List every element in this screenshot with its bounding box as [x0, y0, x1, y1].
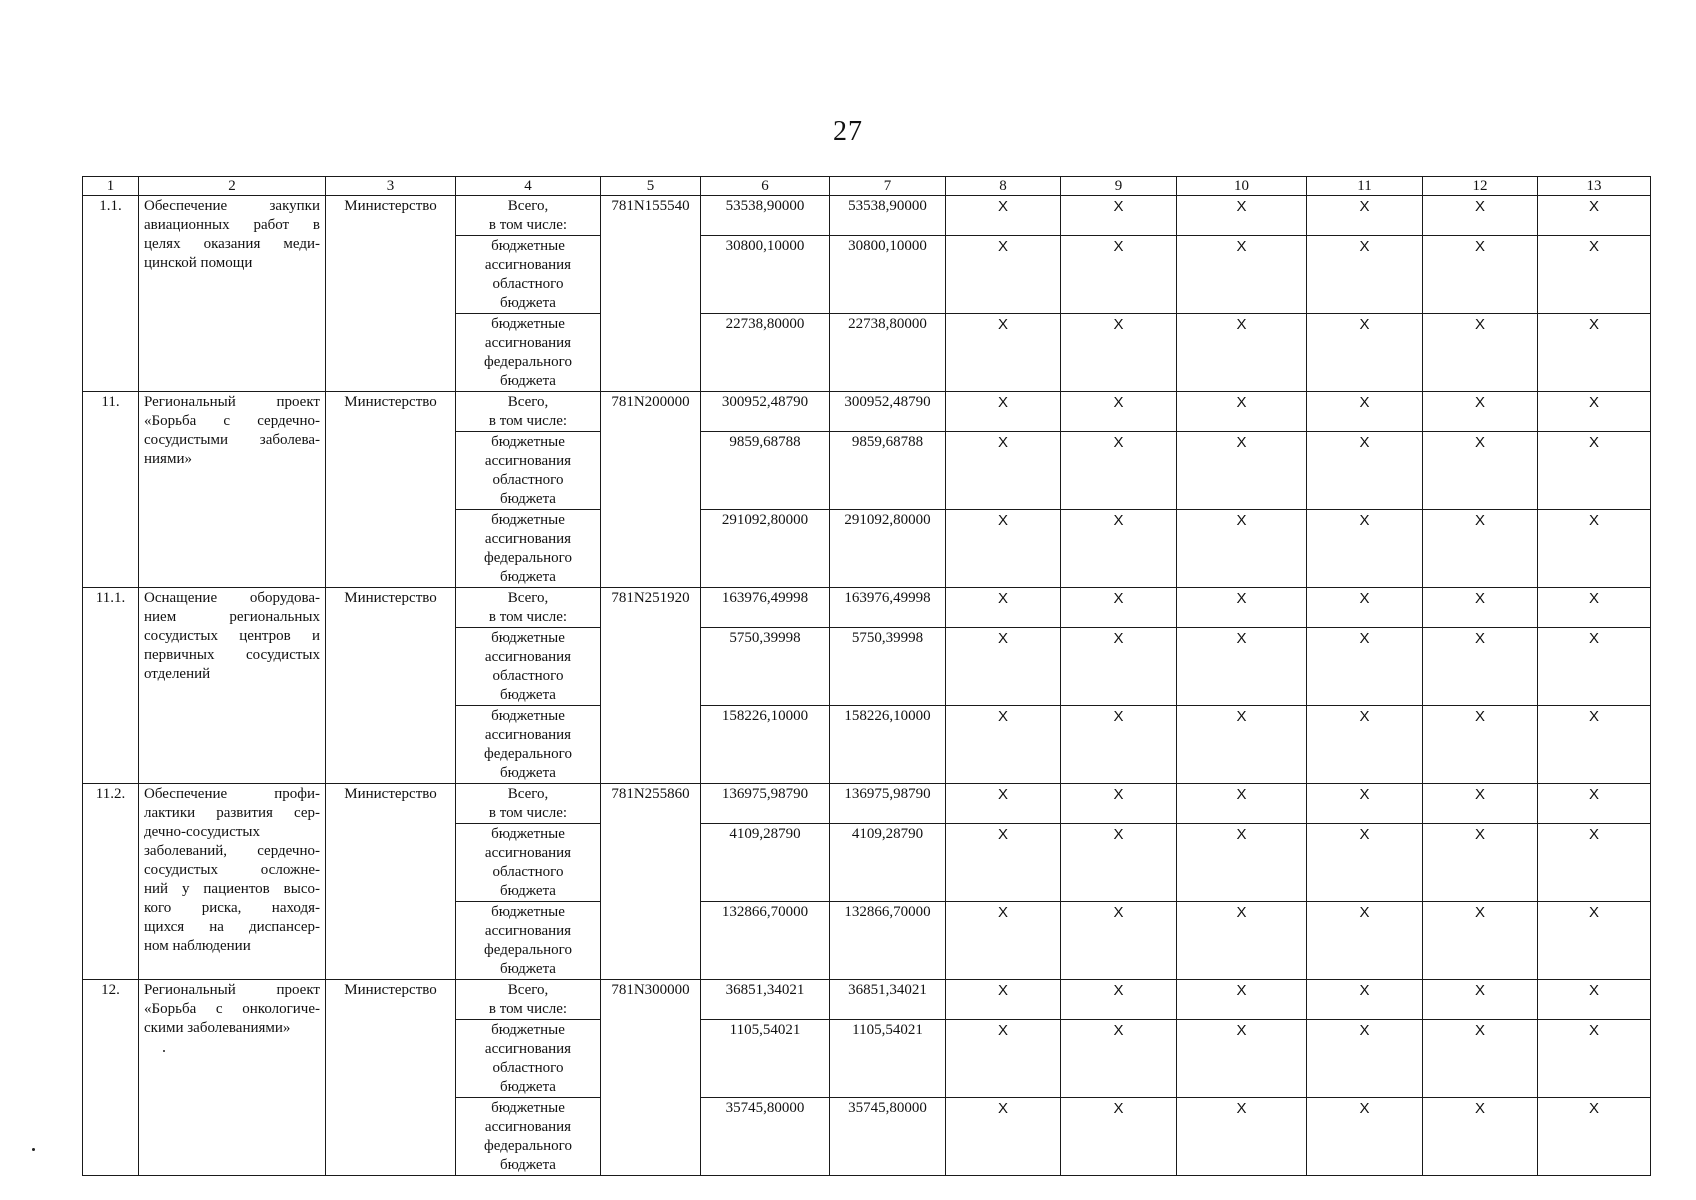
funding-source-line: бюджета [500, 295, 556, 311]
funding-source-line: бюджетные [491, 630, 565, 646]
funding-source-line: бюджетные [491, 1100, 565, 1116]
amount-col7-cell: 5750,39998 [830, 628, 946, 706]
responsible-cell: Министерство [326, 392, 456, 588]
funding-source-line: бюджетные [491, 708, 565, 724]
funding-source-line: федерального [484, 1138, 572, 1154]
x-mark-cell: X [1061, 432, 1177, 510]
x-mark-cell: X [1177, 588, 1307, 628]
x-mark-cell: X [1061, 628, 1177, 706]
column-number-row [83, 177, 1651, 196]
funding-source-cell [456, 824, 601, 902]
item-name-cell [139, 784, 326, 980]
item-name-line: сосудистых осложне- [144, 862, 320, 878]
item-name-cell [139, 196, 326, 392]
item-name-cell [139, 588, 326, 784]
funding-source-line: федерального [484, 354, 572, 370]
funding-source-line: бюджета [500, 491, 556, 507]
x-mark-cell: X [1307, 392, 1423, 432]
x-mark-cell: X [946, 196, 1061, 236]
amount-col7-cell: 30800,10000 [830, 236, 946, 314]
x-mark-cell: X [1538, 392, 1651, 432]
column-header: 1 [83, 177, 139, 196]
item-name-line: щихся на диспансер- [144, 919, 320, 935]
table-row [83, 196, 1651, 236]
amount-col7-cell: 158226,10000 [830, 706, 946, 784]
x-mark-cell: X [1307, 432, 1423, 510]
item-name-line: первичных сосудистых [144, 647, 320, 663]
x-mark-cell: X [1423, 510, 1538, 588]
funding-source-line: областного [492, 1060, 564, 1076]
x-mark-cell: X [1177, 196, 1307, 236]
funding-source-cell [456, 706, 601, 784]
funding-source-cell [456, 902, 601, 980]
x-mark-cell: X [1538, 1020, 1651, 1098]
column-header: 8 [946, 177, 1061, 196]
x-mark-cell: X [1423, 784, 1538, 824]
funding-source-line: бюджетные [491, 512, 565, 528]
amount-col6-cell: 22738,80000 [701, 314, 830, 392]
amount-col6-cell: 1105,54021 [701, 1020, 830, 1098]
item-name-line: Обеспечение профи- [144, 786, 320, 802]
column-header: 3 [326, 177, 456, 196]
x-mark-cell: X [946, 314, 1061, 392]
funding-source-line: Всего, [507, 590, 549, 606]
item-name-cell [139, 980, 326, 1176]
budget-code-cell: 781N155540 [601, 196, 701, 392]
x-mark-cell: X [1307, 510, 1423, 588]
item-number-cell: 11.2. [83, 784, 139, 980]
item-number-cell: 11. [83, 392, 139, 588]
x-mark-cell: X [1177, 314, 1307, 392]
funding-source-line: ассигнования [484, 335, 572, 351]
item-name-line: отделений [144, 666, 211, 682]
column-header: 9 [1061, 177, 1177, 196]
column-header: 2 [139, 177, 326, 196]
item-number-cell: 12. [83, 980, 139, 1176]
amount-col7-cell: 291092,80000 [830, 510, 946, 588]
x-mark-cell: X [1307, 706, 1423, 784]
funding-source-cell [456, 196, 601, 236]
x-mark-cell: X [1177, 1020, 1307, 1098]
amount-col6-cell: 30800,10000 [701, 236, 830, 314]
x-mark-cell: X [1061, 980, 1177, 1020]
x-mark-cell: X [1538, 510, 1651, 588]
column-header: 11 [1307, 177, 1423, 196]
funding-source-line: ассигнования [484, 845, 572, 861]
amount-col6-cell: 291092,80000 [701, 510, 830, 588]
x-mark-cell: X [1538, 588, 1651, 628]
x-mark-cell: X [1061, 196, 1177, 236]
funding-source-line: бюджета [500, 1157, 556, 1173]
item-number-cell: 1.1. [83, 196, 139, 392]
column-header: 12 [1423, 177, 1538, 196]
table-row [83, 588, 1651, 628]
funding-source-line: бюджетные [491, 238, 565, 254]
amount-col7-cell: 53538,90000 [830, 196, 946, 236]
funding-source-line: ассигнования [484, 649, 572, 665]
budget-code-cell: 781N300000 [601, 980, 701, 1176]
amount-col6-cell: 9859,68788 [701, 432, 830, 510]
column-header: 6 [701, 177, 830, 196]
x-mark-cell: X [1177, 392, 1307, 432]
item-name-line: цинской помощи [144, 255, 253, 271]
x-mark-cell: X [946, 824, 1061, 902]
x-mark-cell: X [946, 432, 1061, 510]
item-name-line: Региональный проект [144, 394, 320, 410]
table-row [83, 784, 1651, 824]
funding-source-line: областного [492, 276, 564, 292]
amount-col7-cell: 1105,54021 [830, 1020, 946, 1098]
x-mark-cell: X [1307, 824, 1423, 902]
x-mark-cell: X [1538, 784, 1651, 824]
x-mark-cell: X [1538, 628, 1651, 706]
x-mark-cell: X [1177, 980, 1307, 1020]
item-name-line: кого риска, находя- [144, 900, 320, 916]
x-mark-cell: X [1177, 902, 1307, 980]
funding-source-cell [456, 588, 601, 628]
budget-code-cell: 781N200000 [601, 392, 701, 588]
item-name-cell [139, 392, 326, 588]
x-mark-cell: X [1307, 1020, 1423, 1098]
budget-table [82, 176, 1651, 1176]
funding-source-line: ассигнования [484, 923, 572, 939]
x-mark-cell: X [1538, 236, 1651, 314]
amount-col6-cell: 36851,34021 [701, 980, 830, 1020]
amount-col6-cell: 35745,80000 [701, 1098, 830, 1176]
funding-source-cell [456, 314, 601, 392]
x-mark-cell: X [1307, 784, 1423, 824]
responsible-cell: Министерство [326, 196, 456, 392]
x-mark-cell: X [1307, 1098, 1423, 1176]
item-name-line: Региональный проект [144, 982, 320, 998]
x-mark-cell: X [1423, 196, 1538, 236]
funding-source-cell [456, 510, 601, 588]
x-mark-cell: X [946, 392, 1061, 432]
x-mark-cell: X [1061, 510, 1177, 588]
x-mark-cell: X [1423, 706, 1538, 784]
x-mark-cell: X [1177, 1098, 1307, 1176]
funding-source-line: бюджета [500, 1079, 556, 1095]
x-mark-cell: X [1177, 432, 1307, 510]
item-name-line: целях оказания меди- [144, 236, 320, 252]
x-mark-cell: X [1061, 824, 1177, 902]
funding-source-cell [456, 432, 601, 510]
x-mark-cell: X [1423, 902, 1538, 980]
amount-col7-cell: 4109,28790 [830, 824, 946, 902]
amount-col6-cell: 53538,90000 [701, 196, 830, 236]
column-header: 4 [456, 177, 601, 196]
x-mark-cell: X [1061, 706, 1177, 784]
x-mark-cell: X [1423, 824, 1538, 902]
x-mark-cell: X [1307, 196, 1423, 236]
item-name-line: дечно-сосудистых [144, 824, 260, 840]
x-mark-cell: X [1061, 314, 1177, 392]
amount-col7-cell: 300952,48790 [830, 392, 946, 432]
funding-source-line: бюджета [500, 373, 556, 389]
funding-source-line: в том числе: [488, 217, 568, 233]
x-mark-cell: X [1307, 902, 1423, 980]
funding-source-cell [456, 1020, 601, 1098]
table-row [83, 392, 1651, 432]
item-name-line: сосудистых центров и [144, 628, 320, 644]
x-mark-cell: X [1538, 902, 1651, 980]
x-mark-cell: X [1423, 392, 1538, 432]
item-name-line: авиационных работ в [144, 217, 320, 233]
amount-col6-cell: 300952,48790 [701, 392, 830, 432]
x-mark-cell: X [1423, 314, 1538, 392]
x-mark-cell: X [1423, 980, 1538, 1020]
funding-source-line: областного [492, 668, 564, 684]
x-mark-cell: X [1177, 236, 1307, 314]
amount-col7-cell: 22738,80000 [830, 314, 946, 392]
amount-col7-cell: 35745,80000 [830, 1098, 946, 1176]
funding-source-line: Всего, [507, 786, 549, 802]
x-mark-cell: X [1423, 1098, 1538, 1176]
x-mark-cell: X [946, 784, 1061, 824]
funding-source-cell [456, 628, 601, 706]
column-header: 10 [1177, 177, 1307, 196]
funding-source-line: бюджета [500, 883, 556, 899]
x-mark-cell: X [1538, 196, 1651, 236]
x-mark-cell: X [1423, 1020, 1538, 1098]
amount-col7-cell: 163976,49998 [830, 588, 946, 628]
x-mark-cell: X [946, 588, 1061, 628]
item-name-line: скими заболеваниями» [144, 1020, 291, 1036]
funding-source-line: в том числе: [488, 1001, 568, 1017]
funding-source-line: Всего, [507, 198, 549, 214]
x-mark-cell: X [946, 236, 1061, 314]
x-mark-cell: X [1307, 588, 1423, 628]
amount-col6-cell: 158226,10000 [701, 706, 830, 784]
funding-source-line: бюджета [500, 569, 556, 585]
funding-source-cell [456, 784, 601, 824]
budget-code-cell: 781N255860 [601, 784, 701, 980]
funding-source-cell [456, 1098, 601, 1176]
funding-source-line: ассигнования [484, 1041, 572, 1057]
amount-col6-cell: 5750,39998 [701, 628, 830, 706]
responsible-cell: Министерство [326, 588, 456, 784]
item-name-line: ний у пациентов высо- [144, 881, 320, 897]
funding-source-line: Всего, [507, 982, 549, 998]
x-mark-cell: X [1538, 314, 1651, 392]
funding-source-cell [456, 236, 601, 314]
x-mark-cell: X [946, 902, 1061, 980]
funding-source-cell [456, 980, 601, 1020]
x-mark-cell: X [1061, 784, 1177, 824]
funding-source-line: областного [492, 472, 564, 488]
amount-col6-cell: 136975,98790 [701, 784, 830, 824]
x-mark-cell: X [1177, 628, 1307, 706]
x-mark-cell: X [1423, 236, 1538, 314]
funding-source-line: бюджетные [491, 904, 565, 920]
x-mark-cell: X [1307, 980, 1423, 1020]
x-mark-cell: X [946, 980, 1061, 1020]
amount-col7-cell: 136975,98790 [830, 784, 946, 824]
funding-source-line: в том числе: [488, 805, 568, 821]
amount-col7-cell: 132866,70000 [830, 902, 946, 980]
x-mark-cell: X [1538, 824, 1651, 902]
amount-col6-cell: 132866,70000 [701, 902, 830, 980]
x-mark-cell: X [1307, 628, 1423, 706]
item-name-line: Оснащение оборудова- [144, 590, 320, 606]
x-mark-cell: X [1061, 236, 1177, 314]
x-mark-cell: X [1538, 980, 1651, 1020]
funding-source-line: федерального [484, 746, 572, 762]
x-mark-cell: X [1177, 510, 1307, 588]
funding-source-line: бюджета [500, 765, 556, 781]
scan-speck [32, 1148, 35, 1151]
funding-source-line: бюджетные [491, 434, 565, 450]
x-mark-cell: X [946, 628, 1061, 706]
x-mark-cell: X [1177, 784, 1307, 824]
x-mark-cell: X [1061, 1020, 1177, 1098]
amount-col6-cell: 4109,28790 [701, 824, 830, 902]
funding-source-line: областного [492, 864, 564, 880]
funding-source-line: ассигнования [484, 531, 572, 547]
amount-col6-cell: 163976,49998 [701, 588, 830, 628]
page-number: 27 [833, 116, 863, 147]
x-mark-cell: X [1177, 824, 1307, 902]
funding-source-line: бюджетные [491, 1022, 565, 1038]
x-mark-cell: X [1538, 1098, 1651, 1176]
x-mark-cell: X [1061, 902, 1177, 980]
item-number-cell: 11.1. [83, 588, 139, 784]
item-name-line: Обеспечение закупки [144, 198, 320, 214]
item-name-line: «Борьба с онкологиче- [144, 1001, 320, 1017]
x-mark-cell: X [1423, 588, 1538, 628]
x-mark-cell: X [1538, 706, 1651, 784]
funding-source-line: бюджета [500, 687, 556, 703]
item-name-line: лактики развития сер- [144, 805, 320, 821]
funding-source-line: федерального [484, 942, 572, 958]
x-mark-cell: X [1538, 432, 1651, 510]
funding-source-line: федерального [484, 550, 572, 566]
item-name-line: нием региональных [144, 609, 320, 625]
funding-source-line: бюджета [500, 961, 556, 977]
x-mark-cell: X [1307, 314, 1423, 392]
amount-col7-cell: 9859,68788 [830, 432, 946, 510]
x-mark-cell: X [1061, 588, 1177, 628]
scan-speck [163, 1050, 165, 1052]
x-mark-cell: X [946, 1098, 1061, 1176]
x-mark-cell: X [1423, 628, 1538, 706]
funding-source-line: в том числе: [488, 413, 568, 429]
x-mark-cell: X [1061, 392, 1177, 432]
x-mark-cell: X [946, 510, 1061, 588]
funding-source-line: Всего, [507, 394, 549, 410]
item-name-line: «Борьба с сердечно- [144, 413, 320, 429]
funding-source-line: ассигнования [484, 257, 572, 273]
item-name-line: сосудистыми заболева- [144, 432, 320, 448]
table-row [83, 980, 1651, 1020]
responsible-cell: Министерство [326, 980, 456, 1176]
funding-source-line: ассигнования [484, 727, 572, 743]
funding-source-cell [456, 392, 601, 432]
item-name-line: заболеваний, сердечно- [144, 843, 320, 859]
column-header: 13 [1538, 177, 1651, 196]
budget-code-cell: 781N251920 [601, 588, 701, 784]
table-body [83, 177, 1651, 1176]
x-mark-cell: X [946, 1020, 1061, 1098]
amount-col7-cell: 36851,34021 [830, 980, 946, 1020]
x-mark-cell: X [1061, 1098, 1177, 1176]
responsible-cell: Министерство [326, 784, 456, 980]
item-name-line: ниями» [144, 451, 192, 467]
x-mark-cell: X [1423, 432, 1538, 510]
column-header: 7 [830, 177, 946, 196]
funding-source-line: ассигнования [484, 1119, 572, 1135]
funding-source-line: ассигнования [484, 453, 572, 469]
x-mark-cell: X [1307, 236, 1423, 314]
funding-source-line: бюджетные [491, 826, 565, 842]
item-name-line: ном наблюдении [144, 938, 251, 954]
column-header: 5 [601, 177, 701, 196]
funding-source-line: бюджетные [491, 316, 565, 332]
funding-source-line: в том числе: [488, 609, 568, 625]
x-mark-cell: X [1177, 706, 1307, 784]
x-mark-cell: X [946, 706, 1061, 784]
